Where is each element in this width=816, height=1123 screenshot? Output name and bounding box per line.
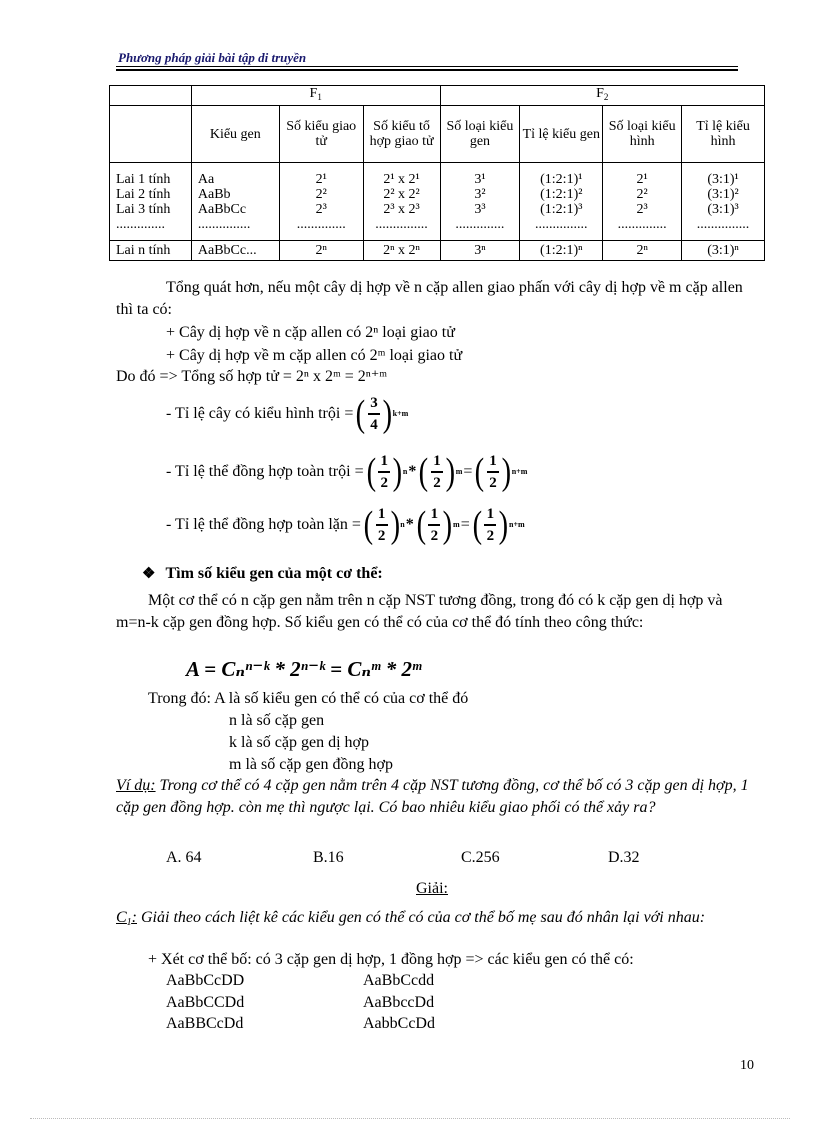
column-header-row — [110, 106, 765, 163]
choice-b: B.16 — [313, 849, 344, 866]
choice-a: A. 64 — [166, 849, 202, 866]
definition-k: k là số cặp gen dị hợp — [229, 734, 369, 751]
row-label-cell: Lai 1 tính Lai 2 tính Lai 3 tính .............. — [110, 163, 192, 241]
table-corner — [110, 86, 192, 106]
example-paragraph: Ví dụ: Trong cơ thể có 4 cặp gen nằm trên 4 cặp NST tương đồng, cơ thể bố có 3 cặp gen dị hợp, 1 cặp gen đồng hợp. còn mẹ thì ngược lại. Có bao nhiêu kiểu giao phối có thể xảy ra? — [116, 777, 749, 816]
ratio-homozygous-recessive: - Tỉ lệ thể đồng hợp toàn lặn = ( $\frac{1}{2}$ ) n * ( $\frac{1}{2}$ ) m = ( $\frac{1}{2}$ ) n+m — [166, 503, 525, 546]
diamond-bullet-icon: ❖ — [142, 566, 156, 582]
combination-cell: 2¹ x 2¹ 2² x 2² 2³ x 2³ ............... — [363, 163, 440, 241]
paragraph-n-alleles: + Cây dị hợp về n cặp allen có 2ⁿ loại giao tử — [166, 324, 455, 341]
col-header: Số loại kiểu gen — [440, 106, 520, 163]
col-header: Kiểu gen — [191, 106, 279, 163]
paragraph-genotype-count: Một cơ thể có n cặp gen nằm trên n cặp NST tương đồng, trong đó có k cặp gen dị hợp và m=n-k cặp gen đồng hợp. Số kiểu gen có thể có của cơ thể đó tính theo công thức: — [116, 592, 723, 631]
col-header: Số kiểu giao tử — [279, 106, 363, 163]
col-header: Số loại kiểu hình — [603, 106, 682, 163]
choice-c: C.256 — [461, 849, 500, 866]
genotype-right-2: AaBbccDd — [363, 994, 435, 1011]
genotype-types-cell: 3¹ 3² 3³ .............. — [440, 163, 520, 241]
fraction: $\frac{3}{4}$ — [368, 394, 380, 434]
col-header: Tỉ lệ kiểu gen — [520, 106, 603, 163]
gamete-count-cell: 2¹ 2² 2³ .............. — [279, 163, 363, 241]
genotype-left-3: AaBBCcDd — [166, 1015, 244, 1032]
table-row — [110, 163, 765, 241]
genotype-ratio-cell: (1:2:1)¹ (1:2:1)² (1:2:1)³ ............... — [520, 163, 603, 241]
definition-m: m là số cặp gen đồng hợp — [229, 756, 393, 773]
genetics-table — [109, 85, 765, 261]
page-number: 10 — [740, 1058, 754, 1073]
footer-rule — [30, 1118, 790, 1119]
genotype-count-formula: A = Cₙⁿ⁻ᵏ * 2ⁿ⁻ᵏ = Cₙᵐ * 2ᵐ — [186, 657, 422, 681]
solution-title: Giải: — [416, 880, 448, 897]
genotype-left-2: AaBbCCDd — [166, 994, 245, 1011]
definition-a: Trong đó: A là số kiểu gen có thể có của cơ thể đó — [148, 690, 469, 707]
ratio-dominant-phenotype: - Tỉ lệ cây có kiểu hình trội = ( $\frac{3}{4}$ ) k+m — [166, 392, 409, 435]
section-title: ❖ Tìm số kiểu gen của một cơ thể: — [142, 565, 383, 582]
running-header: Phương pháp giải bài tập di truyền — [118, 50, 307, 65]
father-genotypes-intro: + Xét cơ thể bố: có 3 cặp gen dị hợp, 1 đồng hợp => các kiểu gen có thể có: — [148, 951, 634, 968]
method-1-paragraph: $C_1$: Giải theo cách liệt kê các kiểu gen có thể có của cơ thể bố mẹ sau đó nhân lại với nhau: — [116, 909, 706, 928]
paragraph-general: Tổng quát hơn, nếu một cây dị hợp về n cặp allen giao phấn với cây dị hợp về m cặp allen thì ta có: — [116, 279, 743, 318]
col-header: Số kiểu tổ hợp giao tử — [363, 106, 440, 163]
phenotype-types-cell: 2¹ 2² 2³ .............. — [603, 163, 682, 241]
genotype-right-3: AabbCcDd — [363, 1015, 435, 1032]
header-rule-thick — [116, 69, 738, 71]
ratio-homozygous-dominant: - Tỉ lệ thể đồng hợp toàn trội = ( $\frac{1}{2}$ ) n * ( $\frac{1}{2}$ ) m = ( $\frac{1}{2}$ ) n+m — [166, 450, 528, 493]
paragraph-total-zygotes: Do đó => Tổng số hợp tử = 2ⁿ x 2ᵐ = 2ⁿ⁺ᵐ — [116, 368, 388, 385]
table-row-n: Lai n tính AaBbCc... 2ⁿ 2ⁿ x 2ⁿ 3ⁿ (1:2:1)ⁿ 2ⁿ (3:1)ⁿ — [110, 241, 765, 261]
col-header: Tỉ lệ kiểu hình — [682, 106, 765, 163]
header-rule — [116, 66, 738, 67]
genotype-right-1: AaBbCcdd — [363, 972, 435, 989]
f2-header: $F_2$ — [440, 86, 765, 106]
phenotype-ratio-cell: (3:1)¹ (3:1)² (3:1)³ ............... — [682, 163, 765, 241]
genotype-cell: Aa AaBb AaBbCc ............... — [191, 163, 279, 241]
f1-header: $F_1$ — [191, 86, 440, 106]
genotype-left-1: AaBbCcDD — [166, 972, 245, 989]
choice-d: D.32 — [608, 849, 640, 866]
paragraph-m-alleles: + Cây dị hợp về m cặp allen có 2ᵐ loại giao tử — [166, 347, 463, 364]
definition-n: n là số cặp gen — [229, 712, 325, 729]
